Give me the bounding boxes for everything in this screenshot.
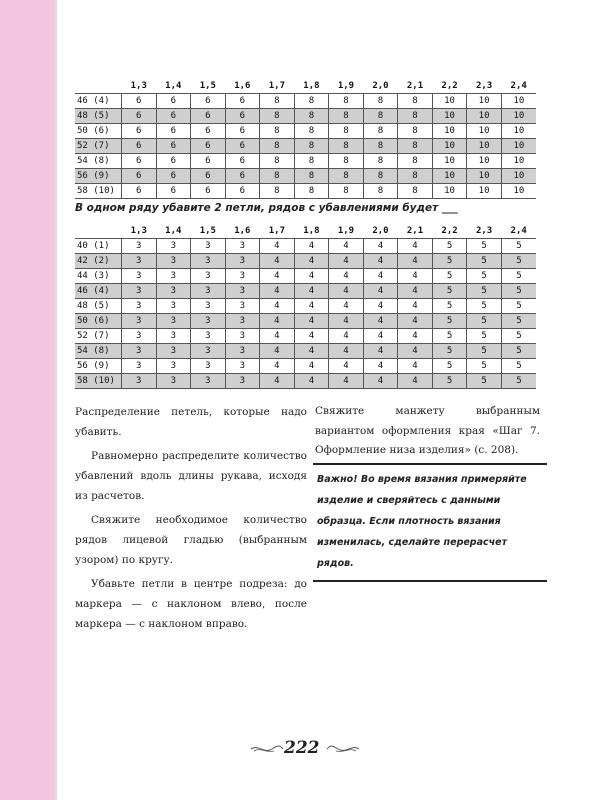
table-cell: 4	[294, 344, 329, 359]
table-cell: 10	[467, 169, 502, 184]
column-header: 1,7	[268, 225, 286, 236]
pink-strip-edge	[54, 0, 57, 800]
table-cell: 4	[363, 269, 398, 284]
row-size-label: 46 (4)	[75, 94, 122, 109]
table-cell: 3	[225, 239, 260, 254]
table-cell: 4	[260, 269, 295, 284]
table-cell: 4	[398, 344, 433, 359]
table-cell: 8	[329, 184, 364, 199]
row-size-label: 58 (10)	[75, 184, 122, 199]
table-cell: 4	[329, 284, 364, 299]
table-cell: 6	[122, 94, 157, 109]
table-cell: 8	[398, 109, 433, 124]
row-size-label: 56 (9)	[75, 359, 122, 374]
table-cell: 5	[501, 269, 536, 284]
table-cell: 4	[363, 314, 398, 329]
table-cell: 10	[467, 94, 502, 109]
table-cell: 5	[467, 344, 502, 359]
table-cell: 8	[294, 109, 329, 124]
table-cell: 4	[294, 314, 329, 329]
column-header: 1,5	[199, 80, 216, 91]
table-cell: 4	[398, 239, 433, 254]
table-cell: 3	[156, 359, 191, 374]
table-cell: 6	[122, 124, 157, 139]
table-cell: 5	[501, 329, 536, 344]
table-cell: 3	[156, 299, 191, 314]
table-cell: 3	[191, 359, 226, 374]
table-cell: 3	[122, 374, 157, 389]
table-cell: 3	[122, 329, 157, 344]
table-cell: 10	[432, 124, 467, 139]
table-cell: 4	[329, 359, 364, 374]
column-header: 1,9	[337, 80, 355, 91]
column-header: 1,8	[303, 225, 320, 236]
row-size-label: 44 (3)	[75, 269, 122, 284]
table-cell: 4	[294, 359, 329, 374]
table-cell: 3	[225, 329, 260, 344]
decrease-table-2	[75, 223, 536, 389]
table-cell: 10	[432, 184, 467, 199]
table-cell: 8	[398, 124, 433, 139]
table-cell: 5	[501, 299, 536, 314]
table-cell: 8	[398, 94, 433, 109]
table-cell: 4	[260, 329, 295, 344]
table-cell: 8	[398, 139, 433, 154]
column-header: 2,3	[475, 225, 493, 236]
table-cell: 4	[363, 374, 398, 389]
table-cell: 4	[294, 269, 329, 284]
column-header: 2,0	[372, 225, 389, 236]
table-cell: 5	[432, 329, 467, 344]
table-cell: 3	[191, 254, 226, 269]
table-cell: 4	[294, 374, 329, 389]
table-cell: 3	[156, 254, 191, 269]
table-cell: 6	[191, 139, 226, 154]
table-cell: 3	[191, 269, 226, 284]
table-cell: 5	[501, 344, 536, 359]
table-cell: 8	[329, 109, 364, 124]
paragraph-1: Распределение петель, которые надо убавить.	[75, 406, 307, 438]
row-size-label: 52 (7)	[75, 139, 122, 154]
table-cell: 5	[432, 239, 467, 254]
table-cell: 3	[122, 344, 157, 359]
table-cell: 8	[329, 139, 364, 154]
table-cell: 4	[260, 374, 295, 389]
table-cell: 6	[225, 109, 260, 124]
table-cell: 10	[501, 169, 536, 184]
table-cell: 8	[329, 169, 364, 184]
table-cell: 6	[122, 154, 157, 169]
table-row	[75, 184, 536, 199]
table-cell: 6	[191, 169, 226, 184]
table-cell: 10	[432, 154, 467, 169]
table-cell: 4	[329, 239, 364, 254]
column-header: 1,5	[199, 225, 216, 236]
table-cell: 6	[191, 154, 226, 169]
table-cell: 6	[191, 94, 226, 109]
table-cell: 6	[156, 139, 191, 154]
table-cell: 3	[191, 374, 226, 389]
table-cell: 4	[398, 254, 433, 269]
table-cell: 10	[432, 169, 467, 184]
row-size-label: 52 (7)	[75, 329, 122, 344]
table-cell: 8	[363, 109, 398, 124]
column-header: 2,1	[406, 80, 424, 91]
table-cell: 8	[260, 154, 295, 169]
table-cell: 4	[260, 254, 295, 269]
page-number: 222	[284, 738, 320, 758]
table-cell: 3	[225, 314, 260, 329]
table-cell: 5	[467, 374, 502, 389]
table-row	[75, 359, 536, 374]
column-header: 2,1	[406, 225, 424, 236]
column-header: 1,4	[165, 225, 182, 236]
table-cell: 5	[467, 359, 502, 374]
table-cell: 10	[432, 109, 467, 124]
table-cell: 5	[432, 284, 467, 299]
table-cell: 3	[122, 269, 157, 284]
page-footer	[250, 735, 360, 761]
table-cell: 4	[398, 284, 433, 299]
table-cell: 4	[329, 269, 364, 284]
table-cell: 6	[156, 94, 191, 109]
table-cell: 4	[260, 239, 295, 254]
table-cell: 8	[398, 184, 433, 199]
decrease-table-1	[75, 78, 536, 199]
table-cell: 5	[501, 374, 536, 389]
table-cell: 3	[191, 299, 226, 314]
table-cell: 3	[156, 329, 191, 344]
header-corner	[75, 78, 122, 94]
table-row	[75, 344, 536, 359]
table-cell: 5	[467, 239, 502, 254]
table-cell: 6	[122, 184, 157, 199]
table-cell: 6	[225, 184, 260, 199]
table-cell: 5	[467, 314, 502, 329]
table-cell: 4	[329, 329, 364, 344]
table-cell: 3	[225, 359, 260, 374]
table1-header-row	[75, 78, 536, 94]
table-cell: 5	[432, 299, 467, 314]
row-size-label: 46 (4)	[75, 284, 122, 299]
table-cell: 10	[501, 184, 536, 199]
table-cell: 3	[225, 344, 260, 359]
table-cell: 6	[191, 124, 226, 139]
table-cell: 4	[398, 299, 433, 314]
table-cell: 8	[294, 124, 329, 139]
column-header: 2,0	[372, 80, 389, 91]
table-cell: 3	[225, 374, 260, 389]
table-cell: 4	[329, 254, 364, 269]
table-cell: 6	[156, 169, 191, 184]
table-cell: 8	[398, 154, 433, 169]
row-size-label: 50 (6)	[75, 314, 122, 329]
row-size-label: 54 (8)	[75, 154, 122, 169]
table-cell: 4	[329, 299, 364, 314]
table-cell: 3	[191, 344, 226, 359]
table-cell: 8	[260, 109, 295, 124]
table-cell: 5	[467, 329, 502, 344]
column-header: 2,3	[475, 80, 493, 91]
table-cell: 3	[122, 284, 157, 299]
paragraph-3: Свяжите необходимое количество рядов лицевой гладью (выбранным узором) по кругу.	[75, 514, 307, 566]
table-cell: 8	[294, 169, 329, 184]
cuff-paragraph: Свяжите манжету выбранным вариантом оформления края «Шаг 7. Оформление низа изделия» (с. 208).	[315, 405, 540, 456]
table-cell: 8	[363, 154, 398, 169]
table-cell: 10	[467, 124, 502, 139]
row-size-label: 50 (6)	[75, 124, 122, 139]
table-cell: 8	[260, 94, 295, 109]
table-cell: 10	[501, 94, 536, 109]
column-header: 1,7	[268, 80, 286, 91]
table-cell: 4	[329, 344, 364, 359]
table-cell: 3	[191, 314, 226, 329]
table2-header-row	[75, 223, 536, 239]
table-cell: 6	[156, 109, 191, 124]
table-cell: 4	[363, 329, 398, 344]
table-row	[75, 109, 536, 124]
table-row	[75, 124, 536, 139]
table2-caption: В одном ряду убавите 2 петли, рядов с убавлениями будет ___	[75, 202, 458, 214]
table-cell: 6	[225, 139, 260, 154]
paragraph-2: Равномерно распределите количество убавлений вдоль длины рукава, исходя из расчетов.	[75, 450, 307, 502]
table-cell: 10	[501, 139, 536, 154]
table-cell: 3	[225, 254, 260, 269]
row-size-label: 42 (2)	[75, 254, 122, 269]
table-cell: 4	[260, 284, 295, 299]
table-row	[75, 239, 536, 254]
table-cell: 6	[122, 139, 157, 154]
table-cell: 6	[122, 169, 157, 184]
table-cell: 5	[501, 284, 536, 299]
table-cell: 6	[225, 154, 260, 169]
table-row	[75, 139, 536, 154]
table-cell: 4	[363, 284, 398, 299]
table-cell: 3	[191, 239, 226, 254]
table-cell: 3	[156, 344, 191, 359]
table-cell: 4	[398, 329, 433, 344]
table-cell: 10	[467, 184, 502, 199]
column-header: 2,2	[441, 80, 458, 91]
table-cell: 8	[363, 124, 398, 139]
table-cell: 6	[122, 109, 157, 124]
table-cell: 8	[329, 94, 364, 109]
table-cell: 3	[191, 284, 226, 299]
table-cell: 3	[156, 284, 191, 299]
table-cell: 10	[501, 124, 536, 139]
row-size-label: 58 (10)	[75, 374, 122, 389]
table-row	[75, 374, 536, 389]
table-cell: 5	[501, 359, 536, 374]
table-cell: 8	[329, 154, 364, 169]
table-cell: 4	[398, 374, 433, 389]
column-header: 1,9	[337, 225, 355, 236]
table-cell: 8	[294, 184, 329, 199]
table-cell: 3	[225, 269, 260, 284]
table-cell: 8	[294, 154, 329, 169]
right-flourish-icon	[326, 743, 360, 755]
column-header: 1,6	[234, 80, 251, 91]
table-cell: 5	[432, 254, 467, 269]
table-cell: 8	[363, 94, 398, 109]
table-cell: 4	[398, 269, 433, 284]
table-cell: 4	[329, 314, 364, 329]
table-cell: 4	[294, 329, 329, 344]
table-cell: 5	[501, 254, 536, 269]
table-cell: 10	[432, 94, 467, 109]
table-cell: 4	[260, 314, 295, 329]
column-header: 1,8	[303, 80, 320, 91]
table-cell: 5	[467, 254, 502, 269]
left-flourish-icon	[250, 743, 284, 755]
table-cell: 8	[398, 169, 433, 184]
table-cell: 5	[501, 239, 536, 254]
table-cell: 5	[432, 374, 467, 389]
table-cell: 6	[156, 184, 191, 199]
table-cell: 8	[260, 169, 295, 184]
table-cell: 4	[398, 359, 433, 374]
table-cell: 5	[467, 284, 502, 299]
table-cell: 10	[467, 154, 502, 169]
table-cell: 6	[191, 184, 226, 199]
row-size-label: 56 (9)	[75, 169, 122, 184]
column-header: 2,4	[510, 80, 527, 91]
table-cell: 5	[467, 299, 502, 314]
table-cell: 4	[363, 344, 398, 359]
column-header: 2,4	[510, 225, 527, 236]
table-cell: 4	[294, 254, 329, 269]
table-cell: 4	[260, 359, 295, 374]
table-cell: 3	[156, 239, 191, 254]
table-cell: 8	[260, 124, 295, 139]
table-cell: 3	[156, 269, 191, 284]
row-size-label: 48 (5)	[75, 109, 122, 124]
table-cell: 5	[467, 269, 502, 284]
table-cell: 6	[225, 124, 260, 139]
table-cell: 10	[501, 109, 536, 124]
table-cell: 6	[156, 154, 191, 169]
table-cell: 5	[432, 269, 467, 284]
table-cell: 8	[260, 184, 295, 199]
table-cell: 4	[260, 299, 295, 314]
table-row	[75, 329, 536, 344]
row-size-label: 54 (8)	[75, 344, 122, 359]
table-cell: 4	[398, 314, 433, 329]
column-header: 1,3	[130, 80, 147, 91]
table-row	[75, 254, 536, 269]
table-row	[75, 154, 536, 169]
table-cell: 5	[432, 344, 467, 359]
table-cell: 8	[329, 124, 364, 139]
table-cell: 10	[432, 139, 467, 154]
left-text-column	[75, 402, 307, 638]
table-cell: 4	[363, 239, 398, 254]
pink-side-strip	[0, 0, 54, 800]
table-cell: 3	[156, 314, 191, 329]
table-cell: 8	[294, 139, 329, 154]
table-cell: 3	[225, 284, 260, 299]
table-row	[75, 94, 536, 109]
table-row	[75, 299, 536, 314]
table-cell: 6	[225, 94, 260, 109]
column-header: 2,2	[441, 225, 458, 236]
table-cell: 8	[363, 169, 398, 184]
row-size-label: 48 (5)	[75, 299, 122, 314]
column-header: 1,4	[165, 80, 182, 91]
table-cell: 3	[156, 374, 191, 389]
table-cell: 6	[225, 169, 260, 184]
table-cell: 8	[363, 139, 398, 154]
table-cell: 10	[501, 154, 536, 169]
table-cell: 5	[432, 314, 467, 329]
right-text-column	[315, 402, 540, 461]
table-cell: 8	[363, 184, 398, 199]
table-cell: 5	[432, 359, 467, 374]
table-cell: 4	[294, 239, 329, 254]
table-cell: 8	[260, 139, 295, 154]
table-cell: 3	[225, 299, 260, 314]
row-size-label: 40 (1)	[75, 239, 122, 254]
table-cell: 3	[122, 299, 157, 314]
table-row	[75, 284, 536, 299]
table-cell: 4	[294, 299, 329, 314]
table-cell: 4	[329, 374, 364, 389]
table-cell: 4	[294, 284, 329, 299]
header-corner	[75, 223, 122, 239]
table-cell: 6	[191, 109, 226, 124]
table-cell: 3	[191, 329, 226, 344]
table-cell: 8	[294, 94, 329, 109]
table-cell: 4	[260, 344, 295, 359]
table-row	[75, 314, 536, 329]
table-cell: 3	[122, 314, 157, 329]
table-cell: 4	[363, 254, 398, 269]
table-cell: 10	[467, 139, 502, 154]
table-cell: 3	[122, 359, 157, 374]
table-row	[75, 169, 536, 184]
table-cell: 4	[363, 299, 398, 314]
table-cell: 4	[363, 359, 398, 374]
table-cell: 6	[156, 124, 191, 139]
column-header: 1,3	[130, 225, 147, 236]
table-cell: 3	[122, 254, 157, 269]
table-cell: 3	[122, 239, 157, 254]
table-row	[75, 269, 536, 284]
important-note-box: Важно! Во время вязания примеряйте изделие и сверяйтесь с данными образца. Если плотность вязания изменилась, сделайте перерасчет рядов.	[313, 463, 547, 582]
table-cell: 10	[467, 109, 502, 124]
table-cell: 5	[501, 314, 536, 329]
column-header: 1,6	[234, 225, 251, 236]
paragraph-4: Убавьте петли в центре подреза: до маркера — с наклоном влево, после маркера — с наклоном вправо.	[75, 578, 307, 630]
